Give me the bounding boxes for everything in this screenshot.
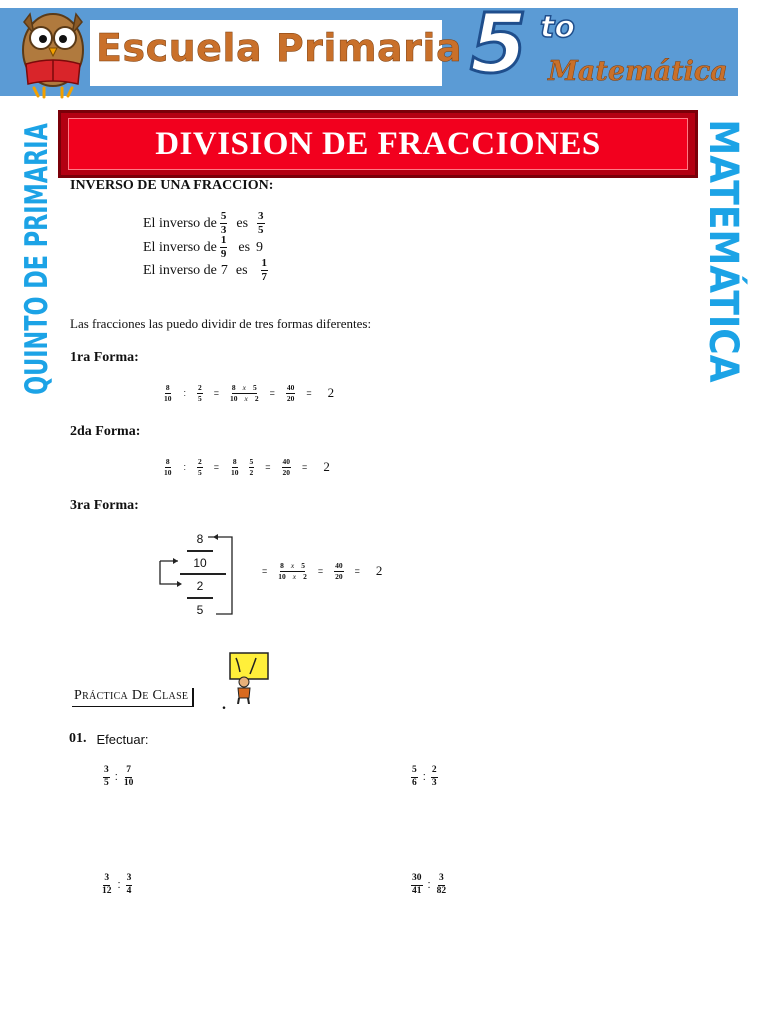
exercise-item-2 (408, 766, 441, 788)
result-value: 2 (375, 563, 383, 578)
stack-num-1: 8 (196, 532, 204, 546)
school-name: Escuela Primaria (96, 26, 463, 70)
equals-sign: = (265, 462, 271, 472)
fraction: $\frac{3}{5}$ (104, 765, 109, 788)
equals-sign: = (317, 566, 324, 576)
grade-number: 5 (470, 0, 528, 92)
forma2-equation (160, 458, 330, 476)
forma3-equation (254, 562, 382, 580)
intro-text: Las fracciones las puedo dividir de tres formas diferentes: (70, 316, 372, 331)
stacked-fraction-diagram (150, 528, 250, 624)
exercise-number: 01. (69, 731, 87, 746)
owl-reading-book-icon (10, 4, 96, 102)
grade-suffix: to (540, 10, 575, 45)
fraction: $\frac{3}{12}$ (102, 873, 112, 896)
cross-arrows (150, 528, 250, 624)
equals-sign: = (262, 566, 268, 576)
stack-num-4: 5 (196, 603, 204, 617)
exercise-item-1 (100, 766, 137, 788)
fraction: $\frac{2}{5}$ (198, 383, 202, 403)
equals-sign: = (213, 388, 220, 398)
inverse-row-1 (143, 211, 268, 236)
equals-sign: = (269, 388, 275, 398)
fraction: $\frac{30}{41}$ (412, 873, 422, 896)
result-value: 2 (327, 385, 335, 400)
exercise-item-4 (408, 874, 450, 896)
inverse-whole: 7 (220, 262, 228, 278)
fraction: $\frac{2}{3}$ (431, 765, 437, 788)
inverse-row-3 (143, 258, 271, 283)
title-inner (68, 118, 688, 170)
equals-sign: = (302, 462, 308, 472)
divide-sign: : (117, 879, 121, 891)
es-word: es (235, 262, 248, 278)
equals-sign: = (306, 388, 312, 398)
practice-dot: . (222, 696, 226, 713)
cross-product: 8 x 5 10 x 2 (230, 383, 259, 403)
practice-heading: Práctica De Clase (72, 688, 194, 707)
exercise-instruction (69, 731, 149, 747)
es-word: es (236, 215, 249, 231)
side-label-left-text: QUINTO DE PRIMARIA (19, 123, 55, 395)
fraction: $\frac{5}{3}$ (220, 210, 227, 236)
subject-name: Matemática (548, 56, 728, 87)
equals-sign: = (213, 462, 220, 472)
exercise-item-3 (98, 874, 135, 896)
title-box (58, 110, 698, 178)
side-label-right-text: MATEMÁTICA (700, 119, 746, 383)
divide-sign: : (427, 879, 431, 891)
exercise-instruction-text: Efectuar: (96, 731, 149, 747)
divide-sign: : (183, 388, 187, 398)
forma1-equation (160, 384, 334, 402)
inverse-value: 9 (256, 239, 264, 255)
divide-sign: : (183, 462, 187, 472)
equals-sign: = (354, 566, 360, 576)
forma1-label: 1ra Forma: (70, 350, 139, 365)
side-label-right (700, 104, 746, 398)
result-value: 2 (323, 459, 330, 474)
fraction: $\frac{5}{2}$ (249, 457, 254, 477)
divide-sign: : (422, 771, 426, 783)
fraction: $\frac{3}{5}$ (258, 210, 264, 236)
stack-num-2: 10 (193, 556, 207, 570)
fraction: $\frac{8}{10}$ (164, 383, 172, 403)
fraction: $\frac{40}{20}$ (335, 561, 343, 581)
fraction: $\frac{40}{20}$ (282, 457, 291, 477)
page-title: DIVISION DE FRACCIONES (155, 125, 601, 162)
cross-product: 8 x 5 10 x 2 (278, 561, 307, 581)
inverse-prefix: El inverso de (143, 215, 217, 231)
inverse-prefix: El inverso de (143, 239, 217, 255)
es-word: es (238, 239, 251, 255)
fraction: $\frac{3}{82}$ (436, 873, 447, 896)
fraction: $\frac{40}{20}$ (286, 383, 295, 403)
fraction: $\frac{7}{10}$ (123, 765, 134, 788)
stack-num-3: 2 (196, 579, 204, 593)
fraction: $\frac{3}{4}$ (126, 873, 132, 896)
fraction: $\frac{8}{10}$ (231, 457, 239, 477)
fraction: $\frac{1}{7}$ (261, 257, 268, 283)
fraction: $\frac{8}{10}$ (164, 457, 172, 477)
inverse-row-2 (143, 235, 263, 260)
fraction: $\frac{2}{5}$ (198, 457, 202, 477)
divide-sign: : (114, 771, 118, 783)
inverse-prefix: El inverso de (143, 262, 217, 278)
forma2-label: 2da Forma: (70, 424, 141, 439)
fraction: $\frac{5}{6}$ (412, 765, 417, 788)
inverse-heading: INVERSO DE UNA FRACCION: (70, 178, 274, 193)
forma3-label: 3ra Forma: (70, 498, 139, 513)
fraction: $\frac{1}{9}$ (220, 234, 227, 260)
person-holding-sign-icon (228, 652, 270, 704)
side-label-left (14, 114, 60, 404)
